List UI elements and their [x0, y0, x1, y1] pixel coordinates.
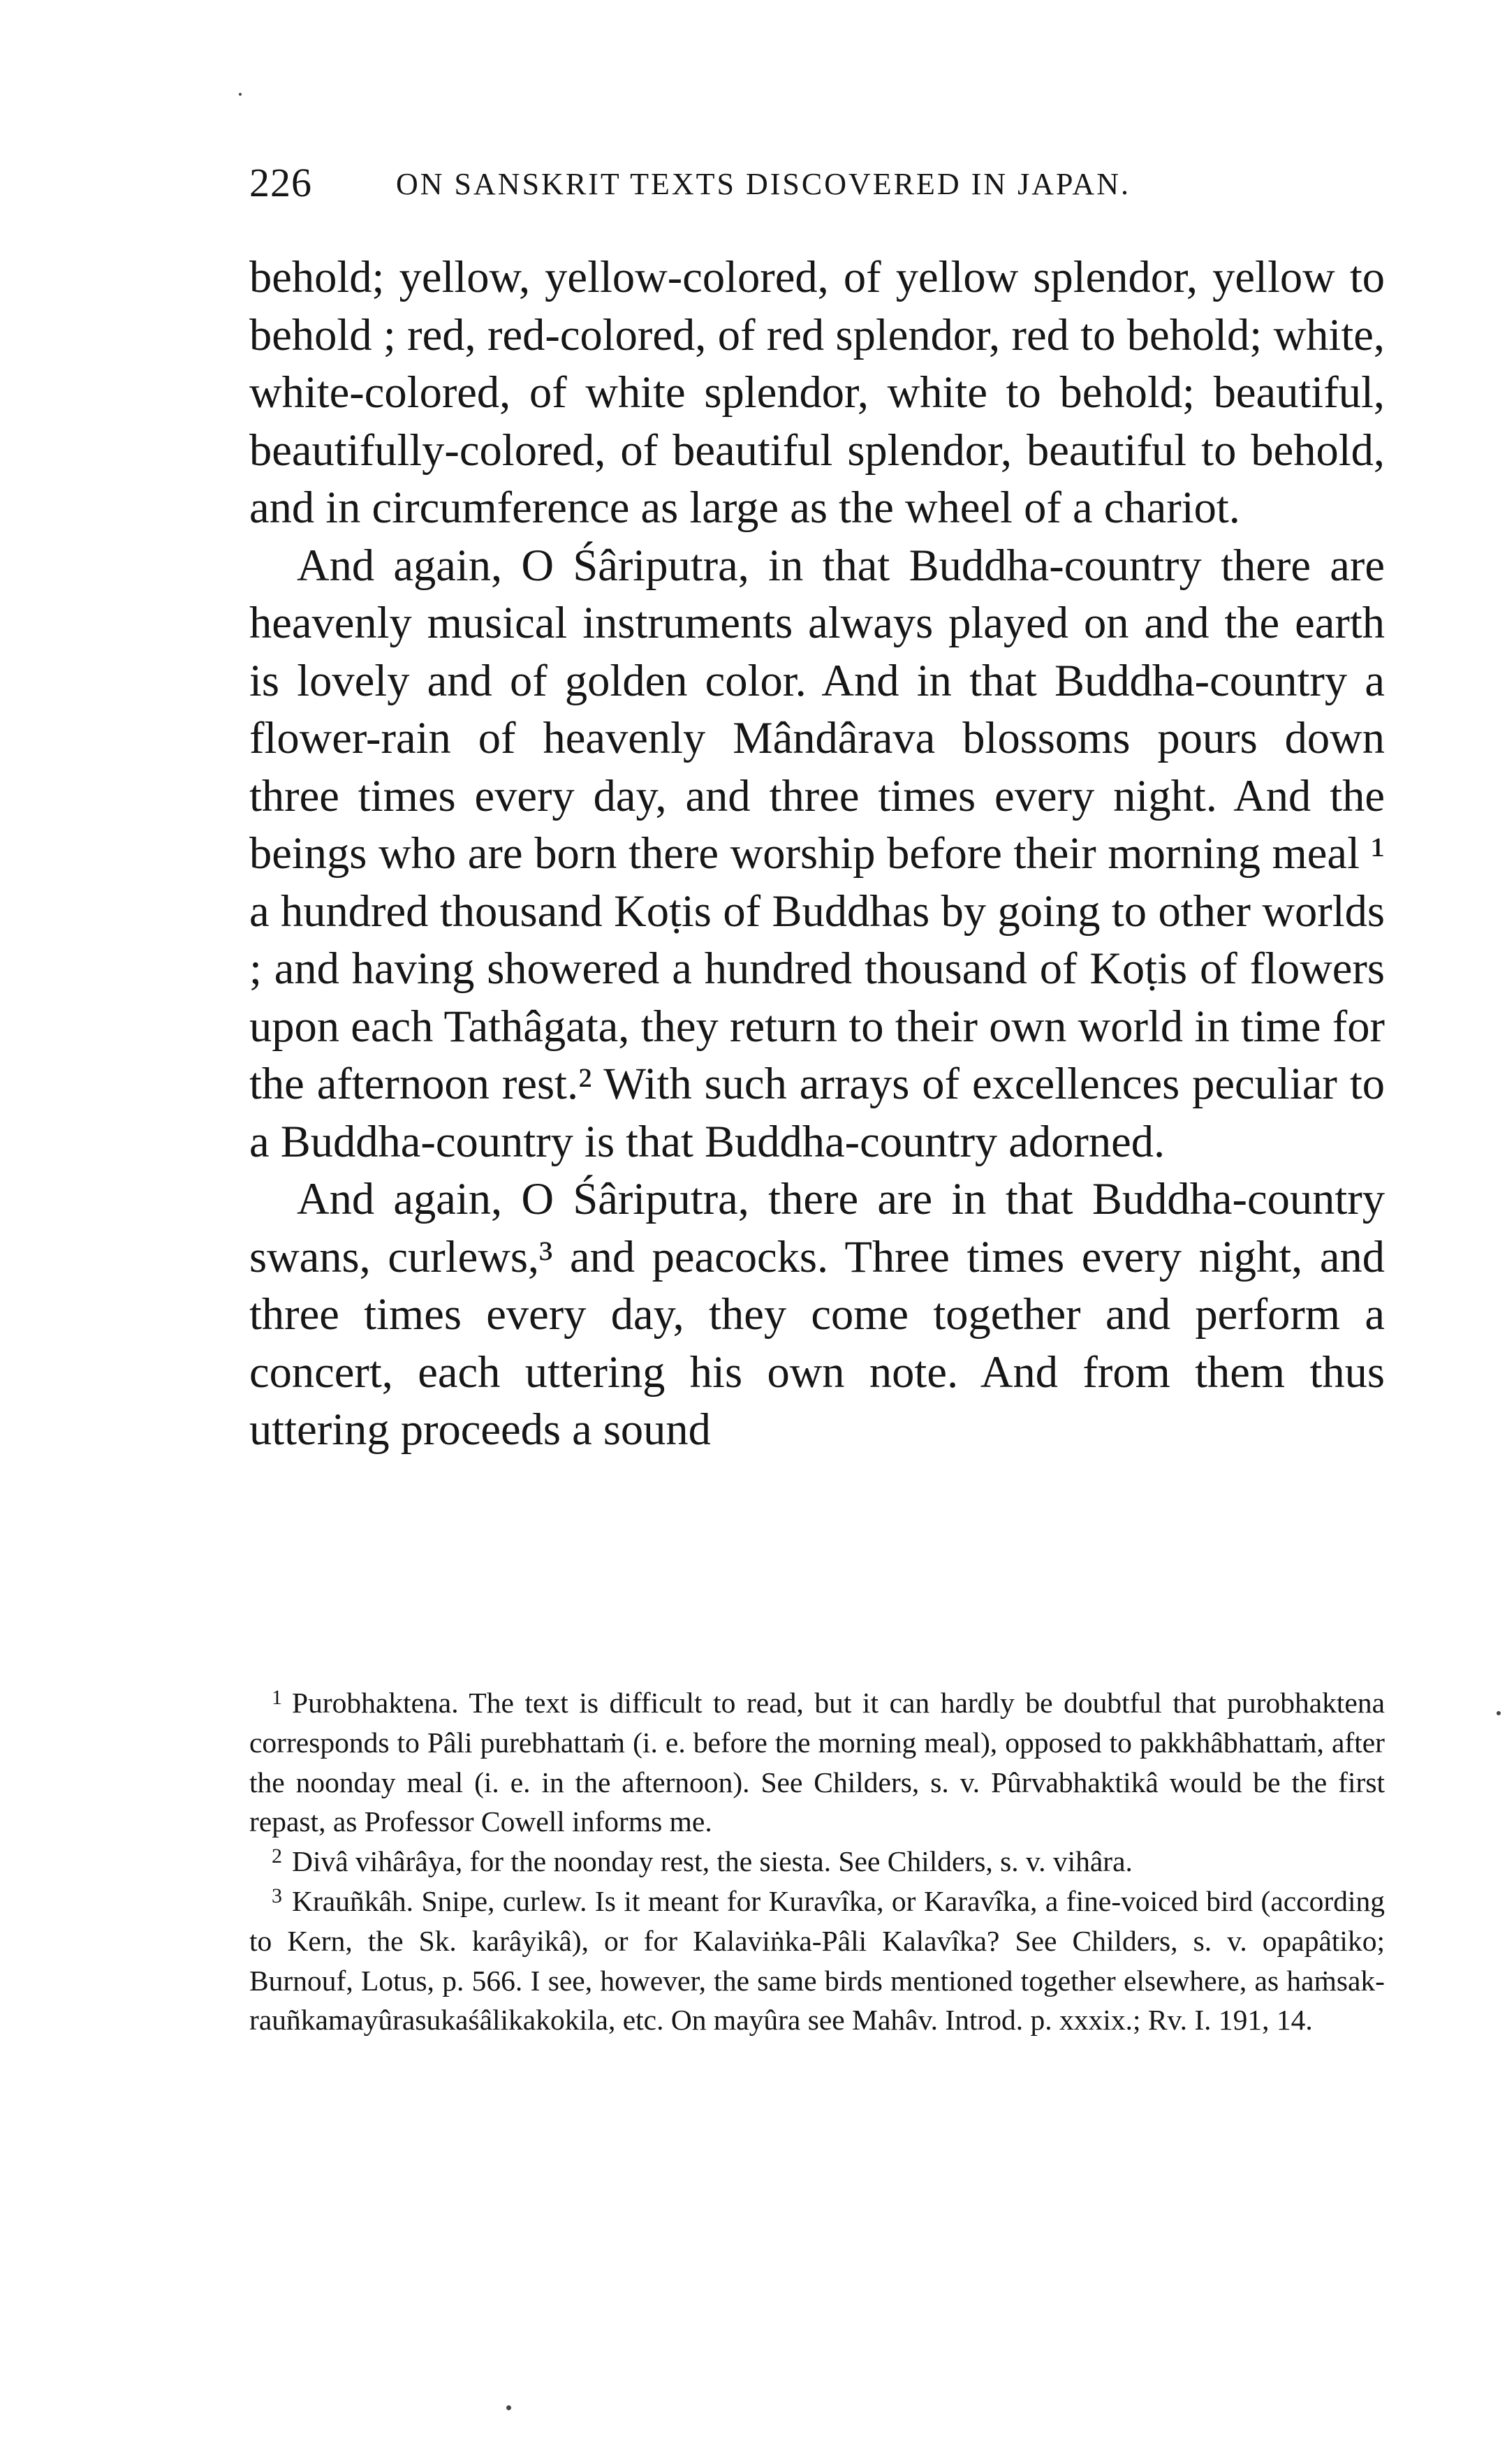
main-text — [249, 249, 1385, 1459]
footnote-marker: 3 — [272, 1884, 282, 1907]
footnote-text: Purobhaktena. The text is difficult to read, but it can hardly be doubtful that purobhaktena corresponds to Pâli purebhattaṁ (i. e. before the morning meal), opposed to pakkhâbhattaṁ, after the noonday meal (i. e. in the afternoon). See Childers, s. v. Pûrvabhaktikâ would be the first repast, as Professor Cowell informs me. — [249, 1687, 1385, 1838]
page-number: 226 — [249, 160, 312, 205]
footnote-marker: 2 — [272, 1845, 282, 1868]
footnote-marker: 1 — [272, 1686, 282, 1709]
footnote — [249, 1842, 1385, 1882]
footnotes — [249, 1683, 1385, 2040]
scan-speck — [239, 93, 242, 96]
footnote-text: Divâ vihârâya, for the noonday rest, the siesta. See Childers, s. v. vihâra. — [292, 1845, 1133, 1878]
running-title: ON SANSKRIT TEXTS DISCOVERED IN JAPAN. — [396, 167, 1131, 201]
paragraph: And again, O Śâriputra, there are in that Buddha-country swans, curlews,³ and peacocks. Three times every night, and three times every day, they come together and perform a concert, each uttering his own note. And from them thus uttering proceeds a sound — [249, 1174, 1385, 1454]
paragraph: And again, O Śâriputra, in that Buddha-country there are heavenly musical instruments always played on and the earth is lovely and of golden color. And in that Buddha-country a flower-rain of heavenly Mândârava blossoms pours down three times every day, and three times every night. And the beings who are born there worship before their morning meal ¹ a hundred thousand Koṭis of Buddhas by going to other worlds ; and having showered a hundred thousand of Koṭis of flowers upon each Tathâgata, they return to their own world in time for the afternoon rest.² With such arrays of excellences peculiar to a Buddha-country is that Buddha-country adorned. — [249, 540, 1385, 1166]
book-page — [249, 0, 1385, 2464]
scan-speck — [1497, 1711, 1501, 1715]
footnote — [249, 1882, 1385, 2040]
footnote — [249, 1683, 1385, 1842]
page-header — [249, 159, 1385, 208]
scan-speck — [506, 2405, 511, 2410]
footnote-text: Krauñkâh. Snipe, curlew. Is it meant for Kuravîka, or Karavîka, a fine-voiced bird (according to Kern, the Sk. karâyikâ), or for Kalaviṅka-Pâli Kalavîka? See Childers, s. v. opapâtiko; Burnouf, Lotus, p. 566. I see, however, the same birds mentioned together elsewhere, as haṁsak-rauñkamayûrasukaśâlikakokila, etc. On mayûra see Mahâv. Introd. p. xxxix.; Rv. I. 191, 14. — [249, 1884, 1385, 2037]
paragraph: behold; yellow, yellow-colored, of yellow splendor, yellow to behold ; red, red-colored, of red splendor, red to behold; white, white-colored, of white splendor, white to behold; beautiful, beautifully-colored, of beautiful splendor, beautiful to behold, and in circumference as large as the wheel of a chariot. — [249, 252, 1385, 532]
